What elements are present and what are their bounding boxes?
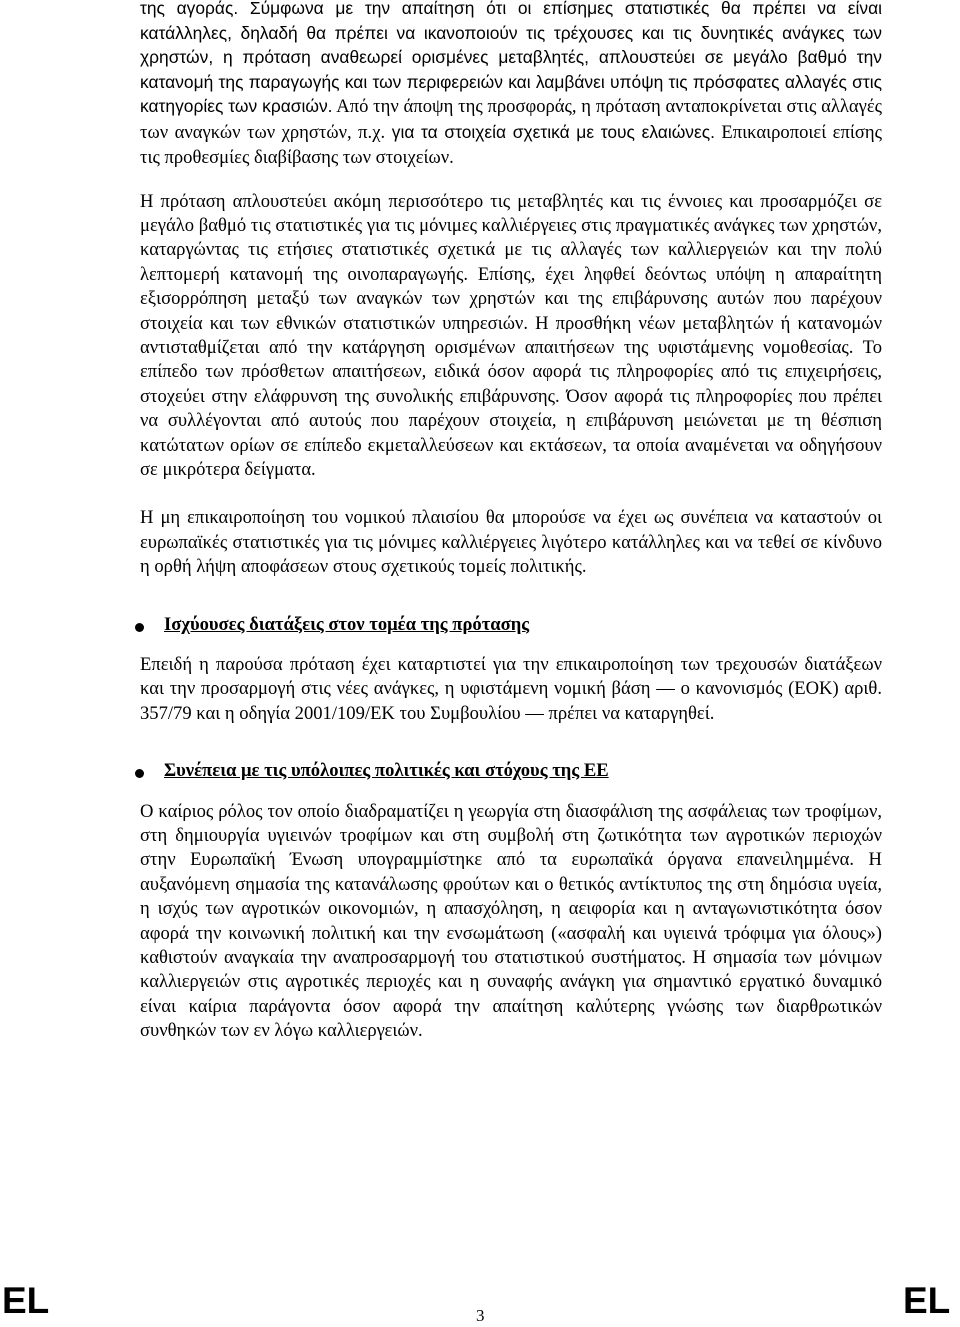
bullet-icon: [135, 623, 144, 632]
paragraph-1-serif-text-2: Επικαιροποιεί επίσης τις προθεσμίες διαβίβασης των στοιχείων.: [140, 121, 882, 168]
paragraph-1-sans-text-2: για τα στοιχεία σχετικά με τους ελαιώνες.: [385, 121, 715, 142]
paragraph-1-sans-text: της αγοράς. Σύμφωνα με την απαίτηση ότι οι επίσημες στατιστικές θα πρέπει να είναι κατάλληλες, δηλαδή θα πρέπει να ικανοποιούν τις τρέχουσες και τις δυνητικές ανάγκες των χρηστών, η πρόταση αναθεωρεί ορισμένες μεταβλητές, απλουστεύει σε μεγάλο βαθμό την κατανομή της παραγωγής και των περιφερειών και λαμβάνει υπόψη τις πρόσφατες αλλαγές στις κατηγορίες των κρασιών.: [140, 0, 882, 116]
paragraph-market-statistics: [140, 0, 882, 171]
footer-language-right: EL: [903, 1280, 951, 1321]
paragraph-no-update-consequence: Η μη επικαιροποίηση του νομικού πλαισίου θα μπορούσε να έχει ως συνέπεια να καταστούν οι ευρωπαϊκές στατιστικές για τις μόνιμες καλλιέργειες λιγότερο κατάλληλες και να τεθεί σε κίνδυνο η ορθή λήψη αποφάσεων στους σχετικούς τομείς πολιτικής.: [140, 507, 882, 578]
document-page: [140, 0, 882, 1044]
heading-text: Ισχύουσες διατάξεις στον τομέα της πρότασης: [164, 613, 530, 635]
section-heading-existing-provisions: [140, 613, 882, 637]
paragraph-simplification: Η πρόταση απλουστεύει ακόμη περισσότερο τις μεταβλητές και τις έννοιες και προσαρμόζει σε μεγάλο βαθμό τις στατιστικές για τις μόνιμες καλλιέργειες στις πραγματικές ανάγκες των χρηστών, καταργώντας τις ετήσιες στατιστικές σχετικά με τις αλλαγές των καλλιεργειών και την πολύ λεπτομερή κατανομή της οινοπαραγωγής. Επίσης, έχει ληφθεί δεόντως υπόψη η απαραίτητη εξισορρόπηση μεταξύ των αναγκών των χρηστών και της επιβάρυνσης αυτών που παρέχουν στοιχεία και των εθνικών στατιστικών υπηρεσιών. Η προσθήκη νέων μεταβλητών ή κατανομών αντισταθμίζεται από την κατάργηση ορισμένων απαιτήσεων της υφιστάμενης νομοθεσίας. Το επίπεδο των πρόσθετων απαιτήσεων, ειδικά όσον αφορά τις πληροφορίες από τις επιχειρήσεις, στοχεύει στην ελάφρυνση της συνολικής επιβάρυνσης. Όσον αφορά τις πληροφορίες που πρέπει να συλλέγονται από αυτούς που παρέχουν στοιχεία, η επιβάρυνση μειώνεται με τη θέσπιση κατώτατων ορίων σε επίπεδο εκμεταλλεύσεων και εκτάσεων, τα οποία αναμένεται να οδηγήσουν σε μικρότερα δείγματα.: [140, 190, 882, 480]
section-heading-consistency: [140, 759, 882, 783]
footer-language-left: EL: [2, 1280, 50, 1321]
paragraph-consistency: Ο καίριος ρόλος τον οποίο διαδραματίζει η γεωργία στη διασφάλιση της ασφάλειας των τροφίμων, στη δημιουργία υγιεινών τροφίμων και στη συμβολή στη ζωτικότητα των αγροτικών περιοχών στην Ευρωπαϊκή Ένωση υπογραμμίστηκε από τα ευρωπαϊκά όργανα επανειλημμένα. Η αυξανόμενη σημασία της κατανάλωσης φρούτων και ο θετικός αντίκτυπος της στη δημόσια υγεία, η ισχύς των αγροτικών οικονομιών, η απασχόληση, η αειφορία και η ανταγωνιστικότητα όσον αφορά την κοινωνική πολιτική και την ενσωμάτωση («ασφαλή και υγιεινά τρόφιμα για όλους») καθιστούν αναγκαία την αναπροσαρμογή του στατιστικού συστήματος. Η σημασία των μόνιμων καλλιεργειών στις αγροτικές περιοχές και η συναφής ανάγκη για σημαντικό εργατικό δυναμικό είναι καίρια παράγοντα όσον αφορά την απαίτηση καλύτερης γνώσης των διαρθρωτικών συνθηκών των εν λόγω καλλιεργειών.: [140, 800, 882, 1042]
heading-text: Συνέπεια με τις υπόλοιπες πολιτικές και στόχους της ΕΕ: [164, 760, 609, 782]
page-number: 3: [476, 1306, 485, 1325]
bullet-icon: [135, 769, 144, 778]
paragraph-existing-provisions: Επειδή η παρούσα πρόταση έχει καταρτιστεί για την επικαιροποίηση των τρεχουσών διατάξεων και την προσαρμογή στις νέες ανάγκες, η υφιστάμενη νομική βάση — ο κανονισμός (ΕΟΚ) αριθ. 357/79 και η οδηγία 2001/109/ΕΚ του Συμβουλίου — πρέπει να καταργηθεί.: [140, 654, 882, 724]
paragraph-1-serif-text: Από την άποψη της προσφοράς, η πρόταση ανταποκρίνεται στις αλλαγές των αναγκών των χρηστών, π.χ.: [140, 96, 882, 143]
